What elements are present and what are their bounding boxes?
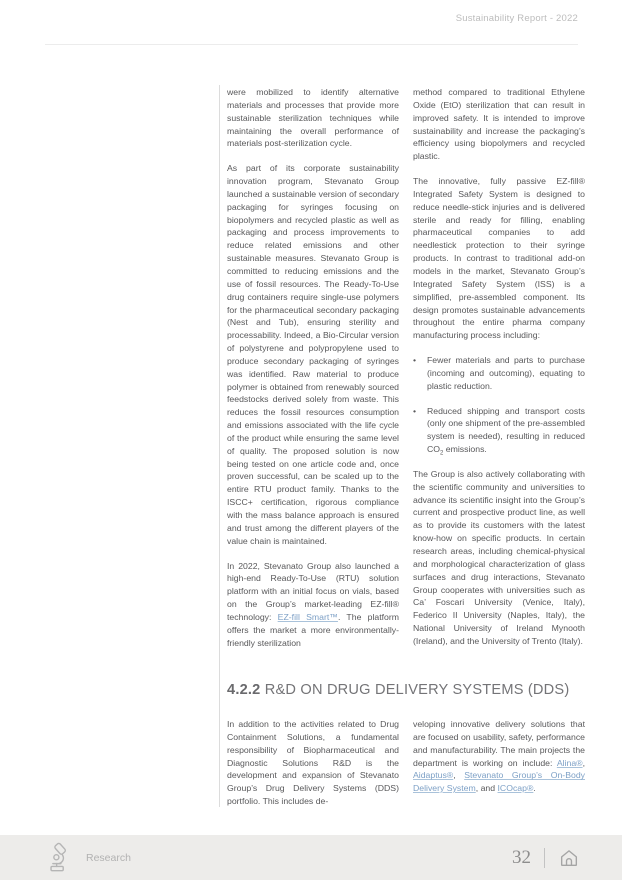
text-run: In 2022, Stevanato Group also launched a high-end Ready-To-Use (RTU) solution platform with an initial focus on vials, based on the Group’s market-leading EZ-fill® technology:: [227, 560, 399, 622]
bullet-text: [427, 354, 585, 393]
text-run: emissions.: [443, 444, 487, 455]
section-title: R&D ON DRUG DELIVERY SYSTEMS (DDS): [264, 682, 570, 698]
paragraph: [227, 86, 399, 150]
text-run: As part of its corporate sustainability innovation program, Stevanato Group launched a sustainable version of secondary packaging for syringes focusing on biopolymers and recycled plastic as well as packaging and process improvements to reduce related emissions and other sustainable measures. Stevanato Group is committed to reducing emissions and the use of fossil resources. The Ready-To-Use drug containers require single-use polymers for the pharmaceutical secondary packaging (Nest and Tub), ensuring sterility and processability. Indeed, a Bio-Circular version of polystyrene and polypropylene used to produce secondary packaging of syringes was identified. Raw material to produce polymer is obtained from renewably sourced feedstocks derived solely from waste. This reduces the fossil resources consumption and emissions associated with the life cycle of the product while ensuring the same level of quality. The proposed solution is now being tested on one article code and, once proven successful, can be scaled up to the entire RTU product family. Thanks to the ISCC+ certification, rigorous compliance with the mass balance approach is ensured and trust among the different players of the value chain is maintained.: [227, 163, 399, 546]
bullet-marker: •: [413, 355, 417, 366]
text-run: method compared to traditional Ethylene Oxide (EtO) sterilization that can result in improved safety. It is intended to improve sustainability and increase the packaging’s efficiency using biopolymers and recycled plastic.: [413, 87, 585, 162]
text-run: The innovative, fully passive EZ-fill® Integrated Safety System is designed to reduce needle-stick injuries and is delivered sterile and ready for filling, enabling pharmaceutical companies to add needlestick protection to their syringe products. In contrast to traditional add-on models in the market, Stevanato Group’s Integrated Safety System (ISS) is a simplified, pre-assembled component. Its design promotes sustainable advancements throughout the entire pharma company manufacturing process including:: [413, 176, 585, 341]
inline-link[interactable]: Aidaptus®: [413, 770, 454, 781]
text-run: .: [533, 783, 536, 794]
text-run: In addition to the activities related to Drug Containment Solutions, a fundamental responsibility of Biopharmaceutical and Diagnostic Solutions R&D is the development and expansion of Stevanato Group’s Drug Delivery Systems (DDS) portfolio. This includes de-: [227, 719, 399, 807]
inline-link[interactable]: Stevanato Group’s On-Body Delivery System: [413, 770, 586, 794]
right-column: [413, 86, 585, 649]
paragraph: [413, 468, 585, 648]
section-heading: [227, 682, 569, 698]
text-run: The Group is also actively collaborating with the scientific community and universities to advance its scientific insight into the Group’s current and prospective product line, as well as to provide its customers with the latest know-how on specific products. In certain research areas, including chemical-physical and morphological characterization of glass surfaces and drug interactions, Stevanato Group cooperates with universities such as Ca’ Foscari University (Venice, Italy), Federico II University (Naples, Italy), the National University of Ireland Mynooth (Ireland), and the University of Trento (Italy).: [413, 468, 585, 646]
text-run: , and: [475, 783, 498, 794]
paragraph: [227, 162, 399, 547]
text-run: . The platform offers the market a more environmentally-friendly sterilization: [227, 611, 400, 648]
section-number: 4.2.2: [227, 682, 261, 698]
bullet-item: [413, 354, 585, 393]
page-footer: [0, 835, 622, 880]
report-title: Sustainability Report - 2022: [455, 13, 578, 24]
bullet-item: [413, 405, 585, 456]
subscript-text: 2: [440, 450, 444, 457]
paragraph: [413, 718, 585, 795]
column-divider-rule: [219, 85, 220, 807]
text-run: Reduced shipping and transport costs (only one shipment of the pre-assembled system is needed), resulting in reduced CO: [427, 405, 585, 455]
paragraph: [227, 718, 399, 808]
text-run: veloping innovative delivery solutions that are focused on usability, safety, performance and manufacturability. The main projects the department is working on include:: [413, 719, 585, 768]
footer-section-group: [44, 842, 131, 874]
text-run: ,: [453, 770, 465, 781]
paragraph: [413, 175, 585, 342]
left-column-dds: [227, 718, 399, 808]
bullet-marker: •: [413, 405, 417, 416]
text-run: ,: [582, 757, 585, 768]
inline-link[interactable]: ICOcap®: [497, 783, 534, 794]
header-divider: [45, 44, 578, 45]
section-dds: [227, 718, 585, 808]
text-run: Fewer materials and parts to purchase (incoming and outcoming), equating to plastic reduction.: [427, 355, 585, 391]
left-column: [227, 86, 399, 649]
page-number: 32: [512, 846, 531, 868]
home-icon[interactable]: [558, 847, 580, 869]
inline-link[interactable]: EZ-fill Smart™: [277, 611, 338, 622]
bullet-text: [427, 405, 585, 456]
footer-divider: [544, 848, 545, 868]
footer-section-label[interactable]: Research: [86, 851, 131, 864]
paragraph: [227, 560, 399, 650]
microscope-icon: [44, 842, 74, 874]
inline-link[interactable]: Alina®: [556, 757, 583, 768]
paragraph: [413, 86, 585, 163]
right-column-dds: [413, 718, 585, 808]
section-sterilization: [227, 86, 585, 649]
footer-nav-group: [512, 847, 580, 869]
text-run: were mobilized to identify alternative materials and processes that provide more sustainable sterilization techniques while maintaining the overall performance of materials post-sterilization cycle.: [227, 87, 399, 149]
